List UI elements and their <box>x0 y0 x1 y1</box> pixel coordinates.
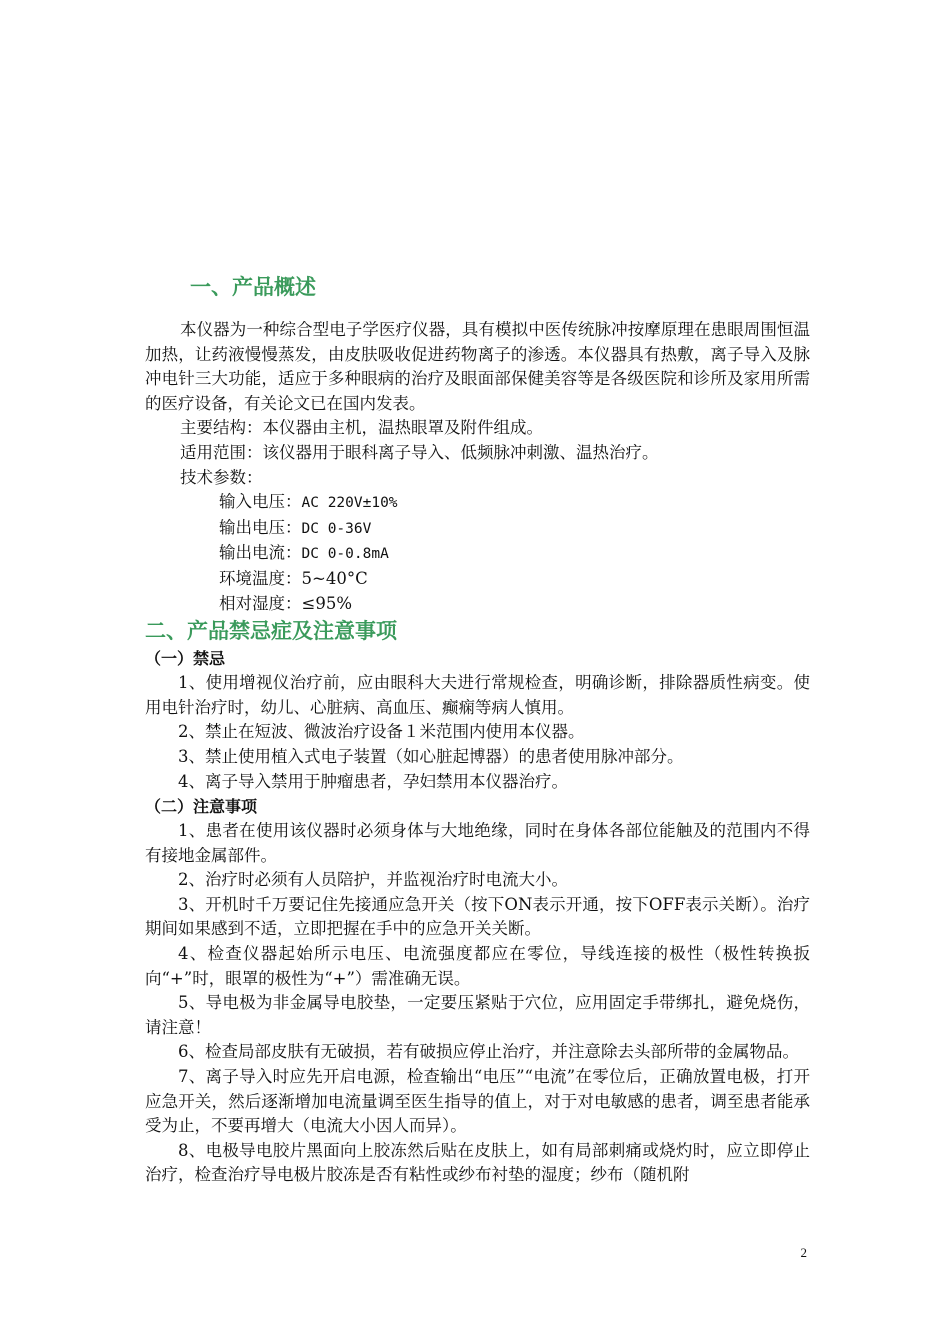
page-content <box>145 272 810 1188</box>
tech-params-label: 技术参数： <box>180 467 263 487</box>
page-number: 2 <box>800 1245 807 1260</box>
precaution-item: 8、电极导电胶片黑面向上胶冻然后贴在皮肤上，如有局部刺痛或烧灼时，应立即停止治疗，检查治疗导电极片胶冻是否有粘性或纱布衬垫的湿度；纱布（随机附 <box>145 1140 810 1185</box>
contraindications-subheading: （一）禁忌 <box>145 649 226 669</box>
scope-line: 适用范围：该仪器用于眼科离子导入、低频脉冲刺激、温热治疗。 <box>180 442 659 462</box>
contraindication-item: 4、离子导入禁用于肿瘤患者，孕妇禁用本仪器治疗。 <box>178 771 568 791</box>
precaution-item: 5、导电极为非金属导电胶垫，一定要压紧贴于穴位，应用固定手带绑扎，避免烧伤，请注意！ <box>145 993 810 1037</box>
precaution-item: 6、检查局部皮肤有无破损，若有破损应停止治疗，并注意除去头部所带的金属物品。 <box>178 1042 799 1062</box>
param-relative-humidity <box>145 592 810 617</box>
precaution-item: 3、开机时千万要记住先接通应急开关（按下ON表示开通，按下OFF表示关断）。治疗期间如果感到不适，立即把握在手中的应急开关关断。 <box>145 894 810 939</box>
precautions-subheading: （二）注意事项 <box>145 797 258 817</box>
param-label: 环境温度： <box>219 568 302 588</box>
param-label: 输出电流： <box>219 543 302 563</box>
param-value: 5~40°C <box>301 568 368 588</box>
contraindication-item: 3、禁止使用植入式电子装置（如心脏起博器）的患者使用脉冲部分。 <box>178 746 684 766</box>
contraindication-item: 1、使用增视仪治疗前，应由眼科大夫进行常规检查，明确诊断，排除器质性病变。使用电针治疗时，幼儿、心脏病、高血压、癫痫等病人慎用。 <box>145 673 810 717</box>
param-value: AC 220V±10% <box>301 495 398 512</box>
main-structure-line: 主要结构：本仪器由主机，温热眼罩及附件组成。 <box>180 418 543 438</box>
section-1-heading: 一、产品概述 <box>190 275 316 299</box>
precaution-item: 4、检查仪器起始所示电压、电流强度都应在零位，导线连接的极性（极性转换扳向“+”时，眼罩的极性为“+”）需准确无误。 <box>145 944 810 988</box>
param-label: 输入电压： <box>219 492 302 512</box>
param-output-current <box>145 541 810 567</box>
param-label: 相对湿度： <box>219 593 302 613</box>
param-output-voltage <box>145 516 810 542</box>
section-2-heading: 二、产品禁忌症及注意事项 <box>145 619 397 644</box>
param-input-voltage <box>145 490 810 516</box>
param-label: 输出电压： <box>219 517 302 537</box>
contraindication-item: 2、禁止在短波、微波治疗设备１米范围内使用本仪器。 <box>178 722 585 742</box>
precaution-item: 7、离子导入时应先开启电源，检查输出“电压”“电流”在零位后，正确放置电极，打开应急开关，然后逐渐增加电流量调至医生指导的值上，对于对电敏感的患者，调至患者能承受为止，不要再增大（电流大小因人而异）。 <box>145 1067 810 1136</box>
param-value: DC 0-36V <box>301 520 372 537</box>
param-value: ≤95% <box>301 593 352 613</box>
product-intro-paragraph: 本仪器为一种综合型电子学医疗仪器，具有模拟中医传统脉冲按摩原理在患眼周围恒温加热，让药液慢慢蒸发，由皮肤吸收促进药物离子的渗透。本仪器具有热敷，离子导入及脉冲电针三大功能，适应于多种眼病的治疗及眼面部保健美容等是各级医院和诊所及家用所需的医疗设备，有关论文已在国内发表。 <box>145 320 810 413</box>
param-ambient-temperature <box>145 567 810 592</box>
precaution-item: 2、治疗时必须有人员陪护，并监视治疗时电流大小。 <box>178 870 568 890</box>
precaution-item: 1、患者在使用该仪器时必须身体与大地绝缘，同时在身体各部位能触及的范围内不得有接地金属部件。 <box>145 821 810 865</box>
param-value: DC 0-0.8mA <box>301 546 389 563</box>
